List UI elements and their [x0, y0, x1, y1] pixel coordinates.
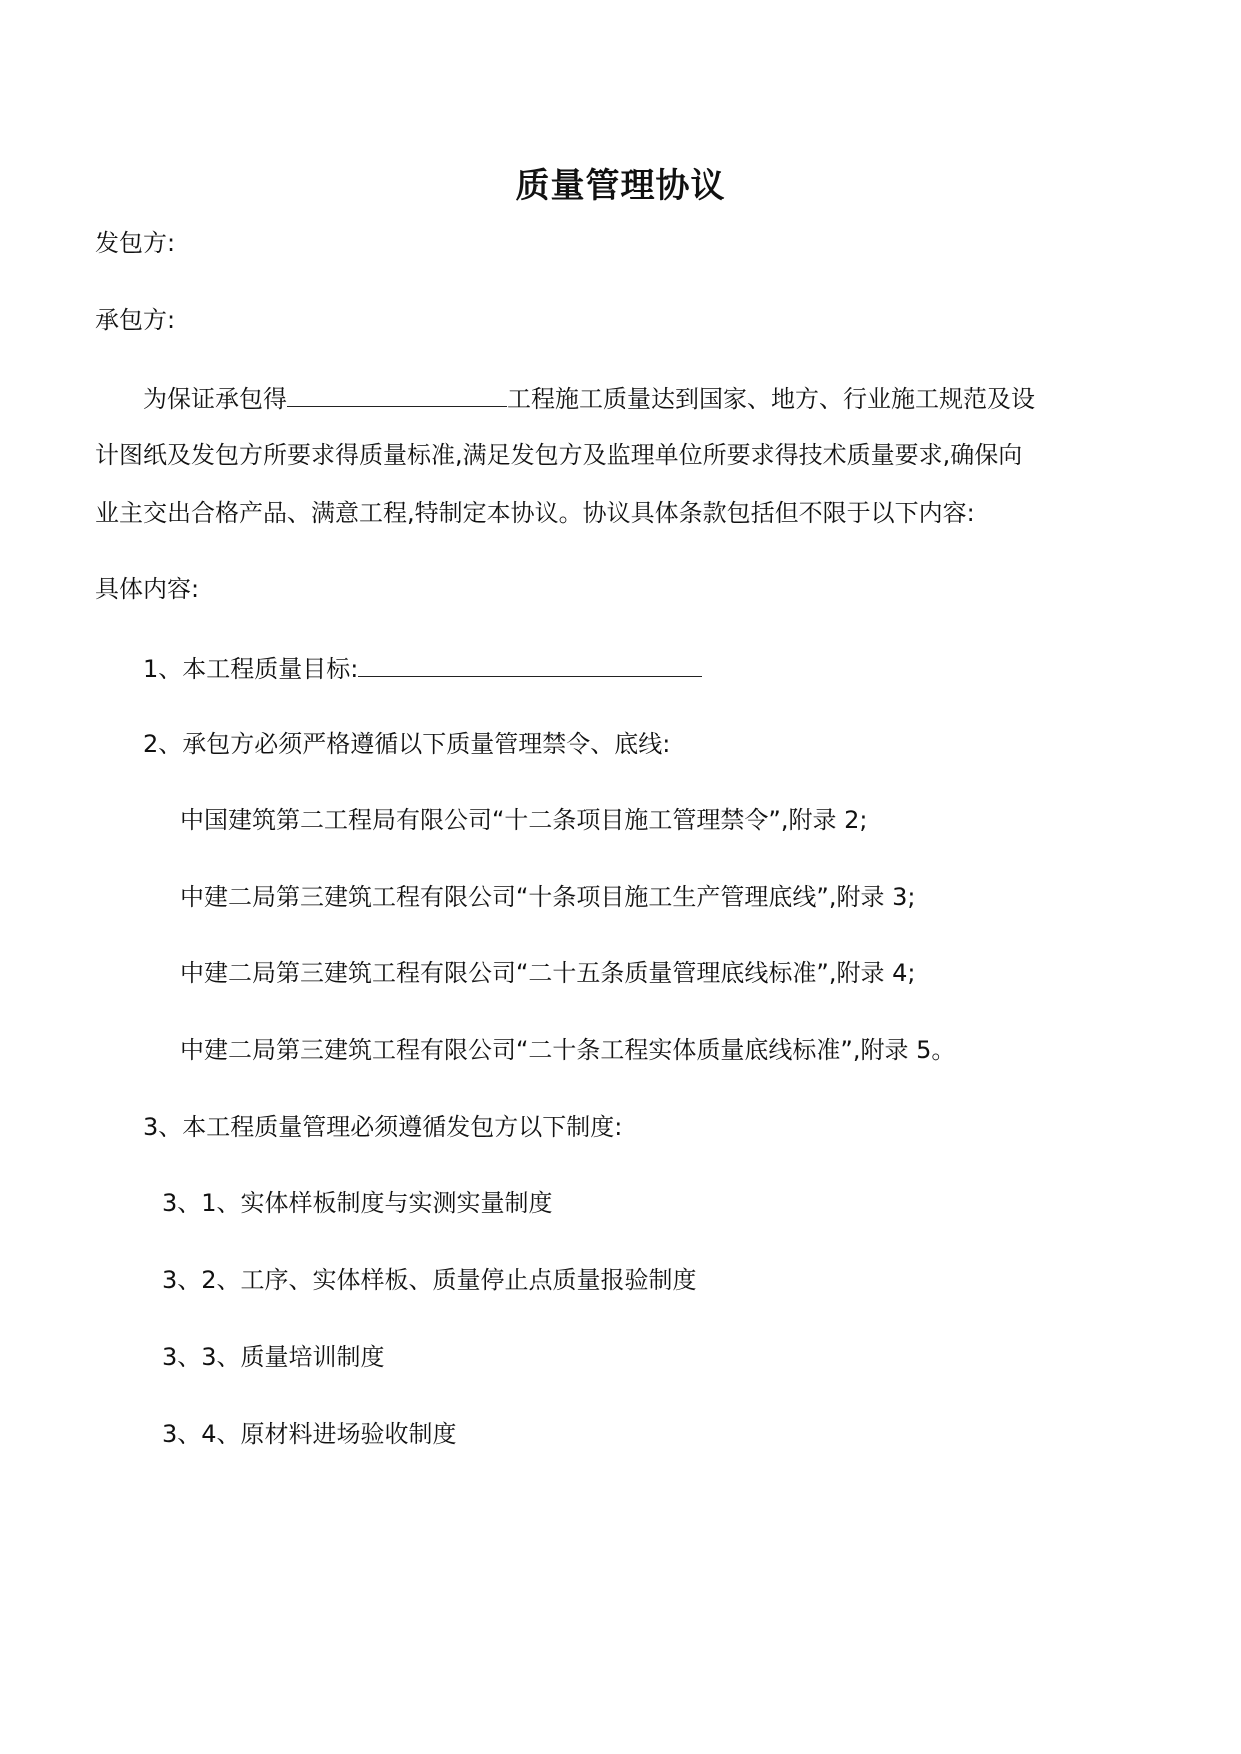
document-title: 质量管理协议 [515, 166, 726, 206]
item-2-sub-1: 中国建筑第二工程局有限公司“十二条项目施工管理禁令”,附录 2; [180, 806, 868, 834]
intro-line-2: 计图纸及发包方所要求得质量标准,满足发包方及监理单位所要求得技术质量要求,确保向 [95, 441, 1023, 469]
item-3-sub-4: 3、4、原材料进场验收制度 [162, 1420, 457, 1448]
content-heading: 具体内容: [95, 575, 200, 603]
intro-after-blank: 工程施工质量达到国家、地方、行业施工规范及设 [507, 385, 1035, 413]
item-1 [143, 650, 702, 686]
employer-label: 发包方: [95, 229, 176, 257]
item-2-sub-4: 中建二局第三建筑工程有限公司“二十条工程实体质量底线标准”,附录 5。 [180, 1036, 956, 1064]
quality-goal-blank [358, 650, 702, 677]
item-3-sub-1: 3、1、实体样板制度与实测实量制度 [162, 1189, 553, 1217]
intro-before-blank: 为保证承包得 [143, 385, 287, 413]
item-2-sub-3: 中建二局第三建筑工程有限公司“二十五条质量管理底线标准”,附录 4; [180, 959, 916, 987]
contractor-label: 承包方: [95, 306, 176, 334]
item-2: 2、承包方必须严格遵循以下质量管理禁令、底线: [143, 730, 671, 758]
item-2-sub-2: 中建二局第三建筑工程有限公司“十条项目施工生产管理底线”,附录 3; [180, 883, 916, 911]
intro-line-1 [143, 380, 1035, 416]
item-3-sub-2: 3、2、工序、实体样板、质量停止点质量报验制度 [162, 1266, 697, 1294]
item-1-text: 1、本工程质量目标: [143, 655, 359, 683]
item-3-sub-3: 3、3、质量培训制度 [162, 1343, 385, 1371]
intro-line-3: 业主交出合格产品、满意工程,特制定本协议。协议具体条款包括但不限于以下内容: [95, 499, 975, 527]
project-name-blank [287, 380, 507, 407]
item-3: 3、本工程质量管理必须遵循发包方以下制度: [143, 1113, 623, 1141]
